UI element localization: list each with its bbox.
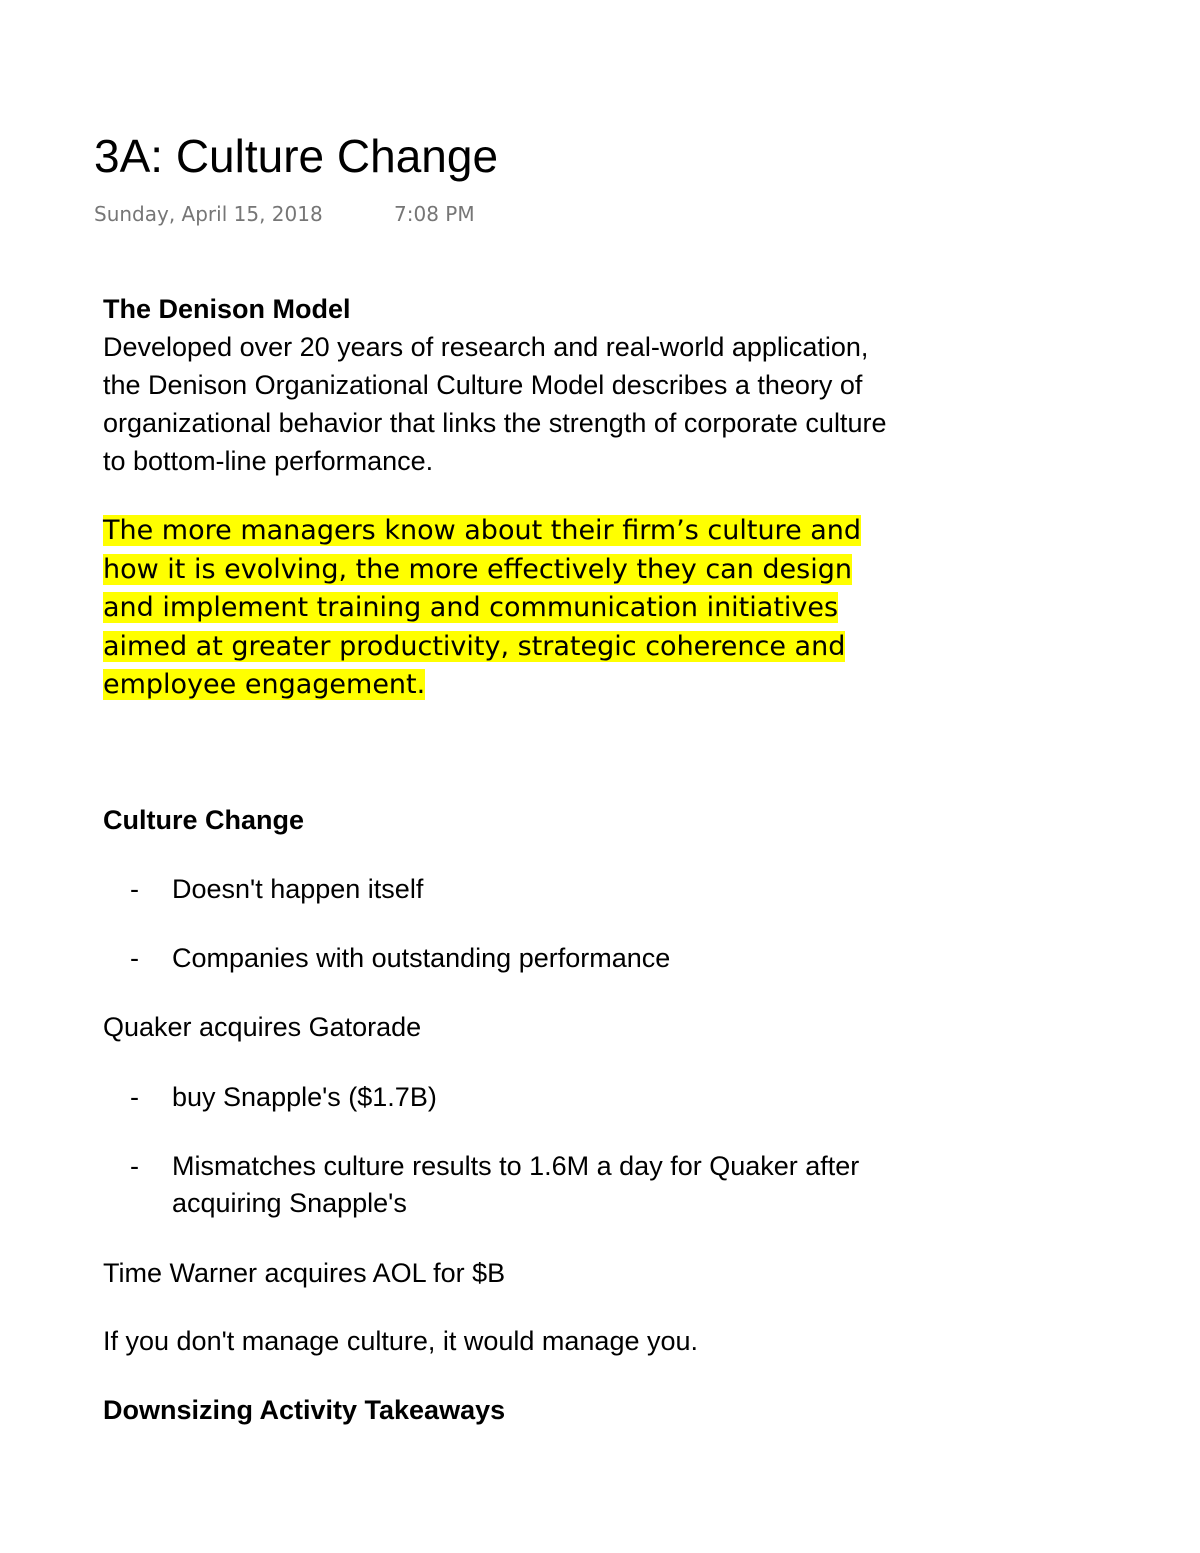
page-title: 3A: Culture Change <box>94 130 499 182</box>
list-item-text: Companies with outstanding performance <box>172 943 671 973</box>
quaker-line: Quaker acquires Gatorade <box>103 1012 422 1042</box>
downsizing-heading: Downsizing Activity Takeaways <box>103 1395 506 1425</box>
denison-heading: The Denison Model <box>103 294 351 324</box>
bullet-dash: - <box>130 1151 139 1181</box>
paragraph-line: to bottom-line performance. <box>103 446 434 476</box>
highlighted-line: how it is evolving, the more effectively they can design <box>103 553 852 585</box>
bullet-dash: - <box>130 874 139 904</box>
highlighted-quote <box>103 512 861 705</box>
paragraph-line: the Denison Organizational Culture Model describes a theory of <box>103 370 863 400</box>
list-item-text: buy Snapple's ($1.7B) <box>172 1082 437 1112</box>
note-time: 7:08 PM <box>394 202 475 226</box>
manage-culture-line: If you don't manage culture, it would manage you. <box>103 1326 699 1356</box>
time-warner-line: Time Warner acquires AOL for $B <box>103 1258 506 1288</box>
note-timestamp <box>94 200 475 228</box>
bullet-dash: - <box>130 1082 139 1112</box>
list-item-text: Doesn't happen itself <box>172 874 424 904</box>
highlighted-line: aimed at greater productivity, strategic coherence and <box>103 630 846 662</box>
bullet-dash: - <box>130 943 139 973</box>
list-item-text: Mismatches culture results to 1.6M a day for Quaker after <box>172 1151 860 1181</box>
denison-paragraph <box>103 328 886 480</box>
highlighted-line: The more managers know about their firm’s culture and <box>103 515 862 546</box>
paragraph-line: Developed over 20 years of research and real-world application, <box>103 332 869 362</box>
note-date: Sunday, April 15, 2018 <box>94 202 323 226</box>
paragraph-line: organizational behavior that links the strength of corporate culture <box>103 408 887 438</box>
culture-change-heading: Culture Change <box>103 805 305 835</box>
highlighted-line: employee engagement. <box>103 669 426 700</box>
highlighted-line: and implement training and communication initiatives <box>103 592 839 623</box>
list-item-text: acquiring Snapple's <box>172 1188 407 1218</box>
